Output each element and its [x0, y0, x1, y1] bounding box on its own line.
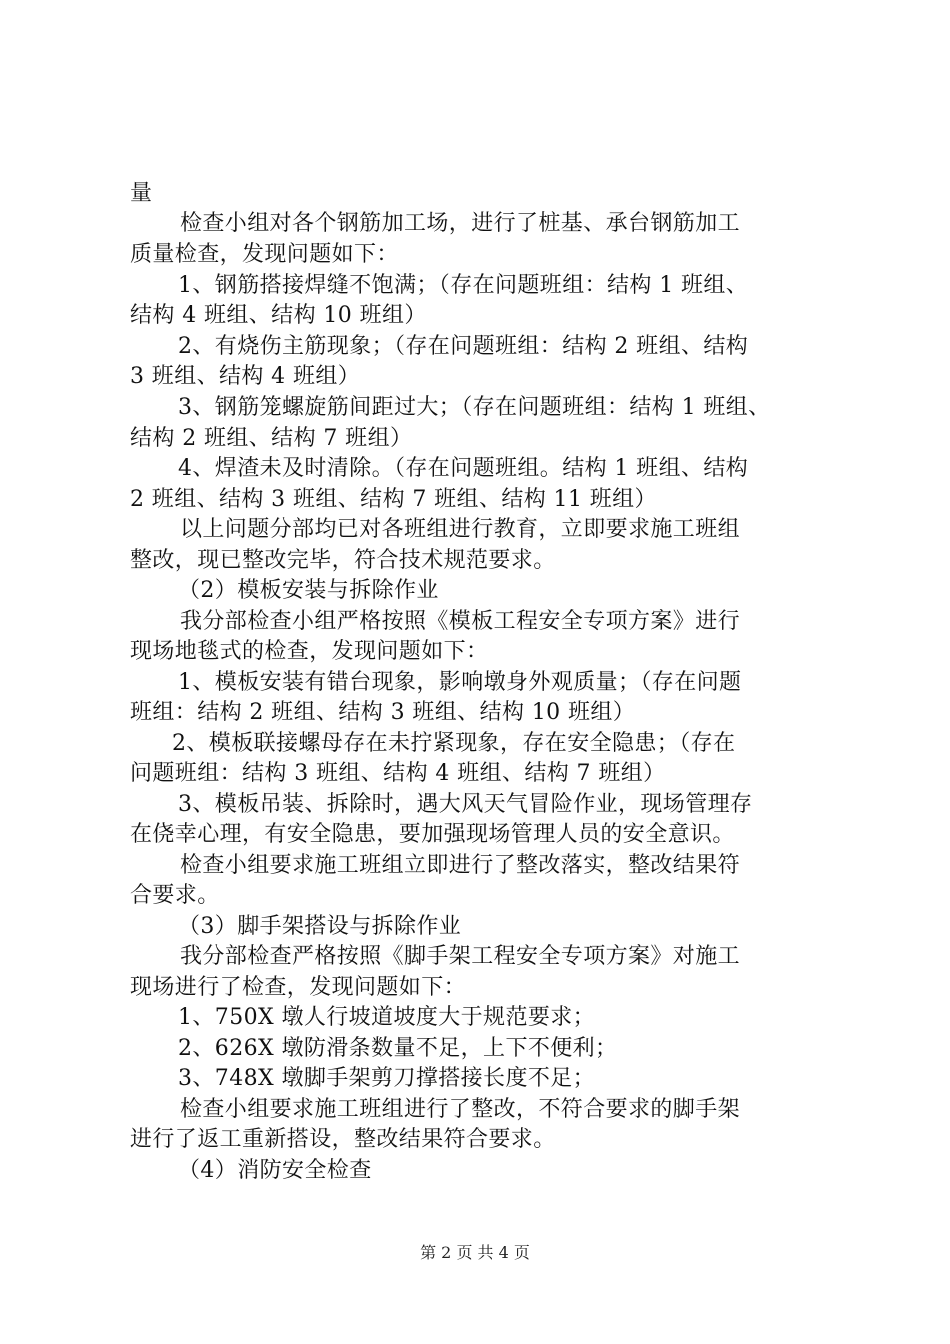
text-line: 现场地毯式的检查，发现问题如下： [130, 639, 489, 664]
text-line: 3、模板吊装、拆除时，遇大风天气冒险作业，现场管理存 [178, 792, 753, 817]
text-line: 量 [130, 181, 153, 206]
text-line: 1、模板安装有错台现象，影响墩身外观质量；（存在问题 [178, 670, 742, 695]
text-line: 结构 4 班组、结构 10 班组） [130, 303, 427, 328]
text-line: 现场进行了检查，发现问题如下： [130, 975, 467, 1000]
text-line: 我分部检查严格按照《脚手架工程安全专项方案》对施工 [180, 944, 741, 969]
text-line: 2 班组、结构 3 班组、结构 7 班组、结构 11 班组） [130, 487, 657, 512]
text-line: 在侥幸心理，有安全隐患，要加强现场管理人员的安全意识。 [130, 822, 735, 847]
text-line: 检查小组要求施工班组立即进行了整改落实，整改结果符 [180, 853, 741, 878]
text-line: 检查小组要求施工班组进行了整改，不符合要求的脚手架 [180, 1097, 741, 1122]
text-line: 质量检查，发现问题如下： [130, 242, 399, 267]
text-line: 我分部检查小组严格按照《模板工程安全专项方案》进行 [180, 609, 741, 634]
section-heading: （2）模板安装与拆除作业 [178, 578, 439, 603]
text-line: 进行了返工重新搭设，整改结果符合要求。 [130, 1127, 556, 1152]
text-line: 检查小组对各个钢筋加工场，进行了桩基、承台钢筋加工 [180, 211, 741, 236]
text-line: 2、模板联接螺母存在未拧紧现象，存在安全隐患；（存在 [172, 731, 736, 756]
section-heading: （4）消防安全检查 [178, 1158, 372, 1183]
text-line: 以上问题分部均已对各班组进行教育，立即要求施工班组 [180, 517, 741, 542]
text-line: 2、有烧伤主筋现象；（存在问题班组：结构 2 班组、结构 [178, 334, 749, 359]
text-line: 3、钢筋笼螺旋筋间距过大；（存在问题班组：结构 1 班组、 [178, 395, 771, 420]
text-line: 3、748X 墩脚手架剪刀撑搭接长度不足； [178, 1066, 596, 1091]
page-footer: 第 2 页 共 4 页 [420, 1243, 530, 1262]
text-line: 1、750X 墩人行坡道坡度大于规范要求； [178, 1005, 596, 1030]
text-line: 结构 2 班组、结构 7 班组） [130, 426, 413, 451]
text-line: 3 班组、结构 4 班组） [130, 364, 361, 389]
text-line: 整改，现已整改完毕，符合技术规范要求。 [130, 548, 556, 573]
text-line: 问题班组：结构 3 班组、结构 4 班组、结构 7 班组） [130, 761, 666, 786]
text-line: 班组：结构 2 班组、结构 3 班组、结构 10 班组） [130, 700, 636, 725]
text-line: 4、焊渣未及时清除。（存在问题班组。结构 1 班组、结构 [178, 456, 749, 481]
text-line: 2、626X 墩防滑条数量不足，上下不便利； [178, 1036, 618, 1061]
text-line: 1、钢筋搭接焊缝不饱满；（存在问题班组：结构 1 班组、 [178, 273, 749, 298]
section-heading: （3）脚手架搭设与拆除作业 [178, 914, 462, 939]
text-line: 合要求。 [130, 883, 220, 908]
